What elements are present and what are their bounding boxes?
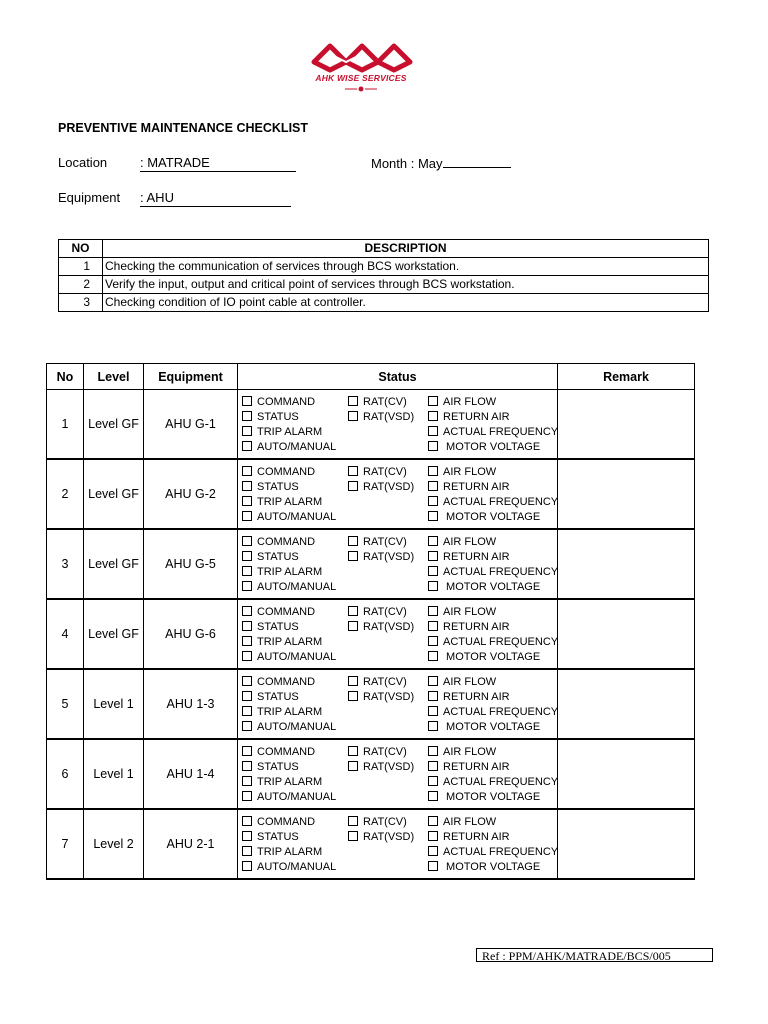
month-label: Month : May (371, 156, 443, 171)
checkbox-label: COMMAND (257, 676, 316, 688)
checkbox[interactable] (428, 776, 438, 786)
row-status (238, 599, 558, 669)
checkbox-label: RAT(CV) (363, 676, 407, 688)
checkbox[interactable] (242, 566, 252, 576)
status-option[interactable] (348, 675, 407, 689)
checkbox[interactable] (242, 551, 252, 561)
checkbox[interactable] (242, 651, 252, 661)
checkbox[interactable] (242, 606, 252, 616)
checkbox-label: RAT(CV) (363, 816, 407, 828)
row-status (238, 390, 558, 460)
status-option[interactable] (242, 720, 336, 734)
checkbox-label: STATUS (257, 551, 299, 563)
table-row (59, 294, 709, 312)
checkbox-label: AIR FLOW (443, 676, 497, 688)
checkbox-label: AUTO/MANUAL (257, 651, 337, 663)
checkbox[interactable] (348, 831, 358, 841)
checkbox-label: AUTO/MANUAL (257, 721, 337, 733)
status-option[interactable] (348, 815, 407, 829)
status-option[interactable] (428, 815, 496, 829)
desc-header-no: NO (59, 240, 103, 258)
desc-text: Checking condition of IO point cable at controller. (103, 294, 709, 312)
desc-no: 1 (59, 258, 103, 276)
status-option[interactable] (242, 760, 299, 774)
checkbox[interactable] (428, 816, 438, 826)
checkbox[interactable] (242, 691, 252, 701)
row-no: 7 (47, 809, 84, 879)
checkbox-label: COMMAND (257, 606, 316, 618)
checkbox-label: COMMAND (257, 396, 316, 408)
status-option[interactable] (242, 550, 299, 564)
status-option[interactable] (428, 860, 540, 874)
status-option[interactable] (428, 745, 496, 759)
checkbox-label: ACTUAL FREQUENCY (443, 776, 559, 788)
logo-ornament-icon (345, 85, 377, 93)
row-status (238, 459, 558, 529)
status-option[interactable] (428, 565, 558, 579)
status-option[interactable] (428, 705, 558, 719)
checkbox[interactable] (428, 676, 438, 686)
checkbox[interactable] (242, 481, 252, 491)
checkbox-label: RAT(VSD) (363, 761, 415, 773)
status-option[interactable] (428, 790, 540, 804)
checkbox[interactable] (348, 606, 358, 616)
checkbox[interactable] (242, 441, 252, 451)
row-no: 3 (47, 529, 84, 599)
checkbox-label: AIR FLOW (443, 746, 497, 758)
checkbox-label: AUTO/MANUAL (257, 511, 337, 523)
status-option[interactable] (242, 620, 299, 634)
checkbox[interactable] (348, 761, 358, 771)
status-option[interactable] (428, 830, 510, 844)
status-option[interactable] (348, 830, 414, 844)
table-row (47, 390, 695, 460)
row-remark[interactable] (558, 529, 695, 599)
checkbox[interactable] (428, 536, 438, 546)
status-option[interactable] (242, 425, 322, 439)
checkbox[interactable] (242, 791, 252, 801)
checkbox-label: RETURN AIR (443, 411, 510, 423)
checkbox[interactable] (242, 636, 252, 646)
checkbox-label: ACTUAL FREQUENCY (443, 566, 559, 578)
checkbox-label: STATUS (257, 621, 299, 633)
status-option[interactable] (428, 635, 558, 649)
checkbox[interactable] (428, 651, 438, 661)
row-no: 5 (47, 669, 84, 739)
status-option[interactable] (242, 565, 322, 579)
checkbox[interactable] (242, 676, 252, 686)
status-option[interactable] (428, 760, 510, 774)
checkbox-label: ACTUAL FREQUENCY (443, 846, 559, 858)
checkbox[interactable] (348, 691, 358, 701)
checkbox[interactable] (428, 511, 438, 521)
checkbox[interactable] (242, 761, 252, 771)
checkbox-label: AUTO/MANUAL (257, 581, 337, 593)
checkbox-label: MOTOR VOLTAGE (443, 651, 541, 663)
status-option[interactable] (348, 550, 414, 564)
status-option[interactable] (242, 535, 315, 549)
checkbox[interactable] (428, 426, 438, 436)
status-option[interactable] (242, 495, 322, 509)
status-option[interactable] (428, 690, 510, 704)
checkbox[interactable] (428, 846, 438, 856)
checkbox[interactable] (242, 816, 252, 826)
checkbox[interactable] (348, 676, 358, 686)
row-equipment: AHU 2-1 (144, 809, 238, 879)
status-option[interactable] (242, 860, 336, 874)
status-option[interactable] (348, 760, 414, 774)
checkbox[interactable] (242, 621, 252, 631)
checkbox[interactable] (348, 481, 358, 491)
checkbox[interactable] (242, 466, 252, 476)
checkbox-label: TRIP ALARM (257, 496, 323, 508)
header-level: Level (84, 364, 144, 390)
checkbox-label: AIR FLOW (443, 396, 497, 408)
checkbox[interactable] (348, 746, 358, 756)
checkbox[interactable] (428, 466, 438, 476)
status-option[interactable] (242, 775, 322, 789)
status-option[interactable] (428, 720, 540, 734)
checkbox-label: RAT(CV) (363, 606, 407, 618)
checkbox[interactable] (242, 846, 252, 856)
header-status: Status (238, 364, 558, 390)
checkbox-label: TRIP ALARM (257, 426, 323, 438)
checkbox[interactable] (428, 691, 438, 701)
status-option[interactable] (242, 410, 299, 424)
checkbox[interactable] (428, 441, 438, 451)
status-option[interactable] (242, 790, 336, 804)
row-equipment: AHU G-5 (144, 529, 238, 599)
status-option[interactable] (242, 635, 322, 649)
checkbox[interactable] (428, 581, 438, 591)
table-row (47, 669, 695, 739)
status-option[interactable] (242, 605, 315, 619)
checkbox-label: MOTOR VOLTAGE (443, 441, 541, 453)
checkbox-label: MOTOR VOLTAGE (443, 791, 541, 803)
checkbox-label: RAT(VSD) (363, 411, 415, 423)
row-level: Level GF (84, 390, 144, 460)
checkbox-label: COMMAND (257, 536, 316, 548)
row-status (238, 739, 558, 809)
logo-mark-icon (300, 40, 422, 74)
checkbox[interactable] (428, 706, 438, 716)
checkbox-label: TRIP ALARM (257, 566, 323, 578)
row-equipment: AHU G-6 (144, 599, 238, 669)
checkbox-label: RETURN AIR (443, 481, 510, 493)
row-equipment: AHU 1-3 (144, 669, 238, 739)
checkbox[interactable] (348, 466, 358, 476)
status-option[interactable] (242, 395, 315, 409)
checkbox[interactable] (242, 496, 252, 506)
table-row (47, 599, 695, 669)
status-option[interactable] (242, 675, 315, 689)
checkbox-label: COMMAND (257, 746, 316, 758)
checkbox-label: RAT(CV) (363, 536, 407, 548)
table-row (47, 529, 695, 599)
checkbox-label: RETURN AIR (443, 621, 510, 633)
checkbox-label: TRIP ALARM (257, 706, 323, 718)
checkbox[interactable] (428, 761, 438, 771)
checkbox-label: ACTUAL FREQUENCY (443, 706, 559, 718)
checkbox-label: MOTOR VOLTAGE (443, 581, 541, 593)
status-option[interactable] (348, 395, 407, 409)
checkbox[interactable] (242, 536, 252, 546)
checkbox[interactable] (428, 396, 438, 406)
status-option[interactable] (348, 535, 407, 549)
row-level: Level 2 (84, 809, 144, 879)
checkbox-label: TRIP ALARM (257, 636, 323, 648)
header-remark: Remark (558, 364, 695, 390)
status-option[interactable] (428, 550, 510, 564)
status-option[interactable] (428, 440, 540, 454)
status-option[interactable] (242, 705, 322, 719)
checkbox[interactable] (428, 791, 438, 801)
status-option[interactable] (348, 605, 407, 619)
checkbox-label: RAT(VSD) (363, 831, 415, 843)
checkbox-label: RETURN AIR (443, 691, 510, 703)
status-option[interactable] (428, 650, 540, 664)
status-option[interactable] (242, 830, 299, 844)
checkbox[interactable] (242, 776, 252, 786)
table-row (59, 276, 709, 294)
row-no: 2 (47, 459, 84, 529)
equipment-label: Equipment (58, 190, 121, 205)
status-option[interactable] (242, 480, 299, 494)
checkbox-label: MOTOR VOLTAGE (443, 511, 541, 523)
status-option[interactable] (428, 605, 496, 619)
checkbox-label: STATUS (257, 761, 299, 773)
status-option[interactable] (428, 620, 510, 634)
checkbox-label: ACTUAL FREQUENCY (443, 636, 559, 648)
row-remark[interactable] (558, 459, 695, 529)
checkbox[interactable] (242, 861, 252, 871)
location-value: : MATRADE (140, 155, 210, 170)
status-option[interactable] (428, 495, 558, 509)
checkbox-label: RETURN AIR (443, 761, 510, 773)
status-option[interactable] (428, 410, 510, 424)
checkbox-label: RAT(VSD) (363, 551, 415, 563)
desc-no: 2 (59, 276, 103, 294)
status-option[interactable] (348, 620, 414, 634)
status-option[interactable] (242, 690, 299, 704)
row-level: Level 1 (84, 669, 144, 739)
row-equipment: AHU 1-4 (144, 739, 238, 809)
status-option[interactable] (428, 845, 558, 859)
table-row (59, 258, 709, 276)
status-option[interactable] (428, 480, 510, 494)
checkbox[interactable] (348, 536, 358, 546)
equipment-value: : AHU (140, 190, 174, 205)
checkbox-label: TRIP ALARM (257, 846, 323, 858)
checkbox-label: RAT(CV) (363, 396, 407, 408)
checkbox-label: MOTOR VOLTAGE (443, 721, 541, 733)
status-option[interactable] (348, 745, 407, 759)
header-no: No (47, 364, 84, 390)
checkbox-label: MOTOR VOLTAGE (443, 861, 541, 873)
desc-no: 3 (59, 294, 103, 312)
row-level: Level GF (84, 599, 144, 669)
checkbox-label: AUTO/MANUAL (257, 441, 337, 453)
checkbox-label: AUTO/MANUAL (257, 861, 337, 873)
reference-box: Ref : PPM/AHK/MATRADE/BCS/005 (476, 948, 713, 962)
checkbox[interactable] (242, 721, 252, 731)
table-row (47, 809, 695, 879)
checkbox[interactable] (428, 606, 438, 616)
row-remark[interactable] (558, 669, 695, 739)
status-option[interactable] (348, 410, 414, 424)
checkbox[interactable] (242, 511, 252, 521)
checkbox[interactable] (348, 411, 358, 421)
checkbox[interactable] (242, 706, 252, 716)
checkbox-label: AUTO/MANUAL (257, 791, 337, 803)
checkbox-label: RAT(VSD) (363, 481, 415, 493)
status-option[interactable] (428, 675, 496, 689)
status-option[interactable] (428, 510, 540, 524)
checkbox[interactable] (348, 816, 358, 826)
checkbox[interactable] (428, 636, 438, 646)
row-level: Level GF (84, 459, 144, 529)
checkbox-label: ACTUAL FREQUENCY (443, 496, 559, 508)
status-option[interactable] (428, 580, 540, 594)
checkbox[interactable] (428, 566, 438, 576)
checkbox-label: RAT(VSD) (363, 621, 415, 633)
status-option[interactable] (242, 440, 336, 454)
checkbox[interactable] (428, 861, 438, 871)
description-table (58, 239, 709, 312)
row-equipment: AHU G-1 (144, 390, 238, 460)
checkbox-label: AIR FLOW (443, 466, 497, 478)
status-option[interactable] (242, 465, 315, 479)
checkbox-label: AIR FLOW (443, 606, 497, 618)
status-option[interactable] (348, 690, 414, 704)
row-remark[interactable] (558, 809, 695, 879)
checkbox-label: RAT(VSD) (363, 691, 415, 703)
table-row (47, 459, 695, 529)
location-label: Location (58, 155, 108, 170)
header-equipment: Equipment (144, 364, 238, 390)
row-level: Level 1 (84, 739, 144, 809)
row-no: 6 (47, 739, 84, 809)
month-field[interactable] (371, 155, 511, 171)
row-status (238, 529, 558, 599)
checklist-table (46, 363, 695, 880)
checkbox-label: ACTUAL FREQUENCY (443, 426, 559, 438)
checkbox-label: RETURN AIR (443, 831, 510, 843)
company-logo (300, 40, 430, 96)
checkbox[interactable] (428, 621, 438, 631)
row-status (238, 669, 558, 739)
checkbox-label: STATUS (257, 481, 299, 493)
desc-text: Checking the communication of services through BCS workstation. (103, 258, 709, 276)
checkbox[interactable] (242, 581, 252, 591)
checkbox[interactable] (242, 831, 252, 841)
status-option[interactable] (242, 815, 315, 829)
checkbox[interactable] (348, 396, 358, 406)
checkbox-label: COMMAND (257, 466, 316, 478)
checkbox[interactable] (242, 426, 252, 436)
row-status (238, 809, 558, 879)
status-option[interactable] (428, 535, 496, 549)
row-level: Level GF (84, 529, 144, 599)
checkbox[interactable] (348, 551, 358, 561)
checkbox-label: STATUS (257, 411, 299, 423)
equipment-field[interactable] (140, 190, 291, 207)
page-title: PREVENTIVE MAINTENANCE CHECKLIST (58, 121, 309, 135)
checkbox-label: TRIP ALARM (257, 776, 323, 788)
checkbox[interactable] (428, 481, 438, 491)
status-option[interactable] (428, 395, 496, 409)
row-remark[interactable] (558, 739, 695, 809)
row-equipment: AHU G-2 (144, 459, 238, 529)
table-row (47, 739, 695, 809)
checkbox-label: STATUS (257, 831, 299, 843)
location-field[interactable] (140, 155, 296, 172)
checkbox[interactable] (428, 746, 438, 756)
status-option[interactable] (242, 745, 315, 759)
status-option[interactable] (428, 775, 558, 789)
checkbox-label: AIR FLOW (443, 816, 497, 828)
checkbox-label: RAT(CV) (363, 746, 407, 758)
status-option[interactable] (428, 425, 558, 439)
checkbox[interactable] (428, 551, 438, 561)
checkbox[interactable] (242, 396, 252, 406)
desc-text: Verify the input, output and critical point of services through BCS workstation. (103, 276, 709, 294)
checkbox[interactable] (428, 831, 438, 841)
checkbox[interactable] (348, 621, 358, 631)
status-option[interactable] (242, 650, 336, 664)
checkbox[interactable] (242, 411, 252, 421)
row-remark[interactable] (558, 390, 695, 460)
row-no: 4 (47, 599, 84, 669)
checkbox[interactable] (428, 496, 438, 506)
status-option[interactable] (348, 480, 414, 494)
checkbox[interactable] (428, 721, 438, 731)
status-option[interactable] (242, 845, 322, 859)
checkbox[interactable] (242, 746, 252, 756)
checkbox-label: AIR FLOW (443, 536, 497, 548)
checkbox-label: COMMAND (257, 816, 316, 828)
status-option[interactable] (348, 465, 407, 479)
checkbox-label: RETURN AIR (443, 551, 510, 563)
row-remark[interactable] (558, 599, 695, 669)
row-no: 1 (47, 390, 84, 460)
checkbox-label: RAT(CV) (363, 466, 407, 478)
status-option[interactable] (242, 580, 336, 594)
checkbox-label: STATUS (257, 691, 299, 703)
status-option[interactable] (242, 510, 336, 524)
checkbox[interactable] (428, 411, 438, 421)
desc-header-description: DESCRIPTION (103, 240, 709, 258)
logo-text: AHK WISE SERVICES (315, 73, 407, 83)
status-option[interactable] (428, 465, 496, 479)
